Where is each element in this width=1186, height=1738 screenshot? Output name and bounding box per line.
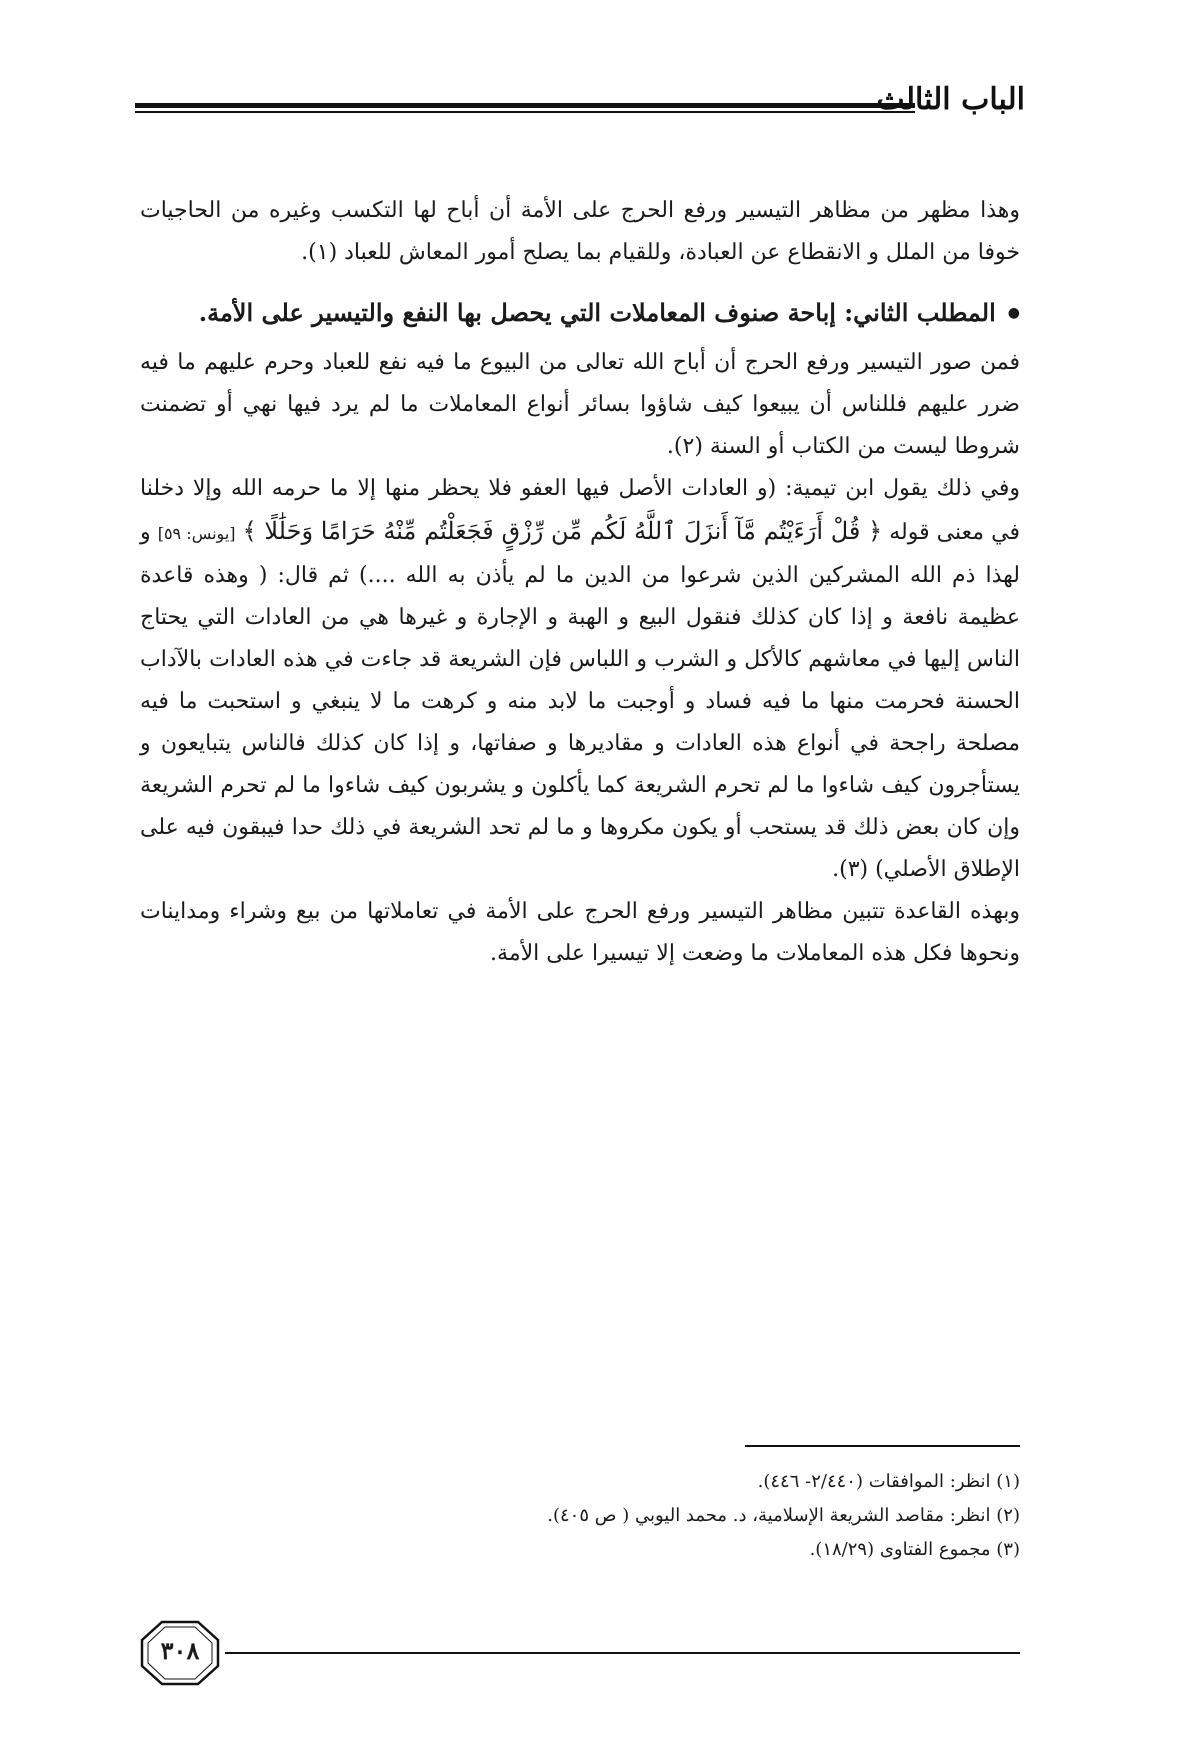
section-heading-text: المطلب الثاني: إباحة صنوف المعاملات التي يحصل بها النفع والتيسير على الأمة. bbox=[198, 298, 996, 327]
footnotes bbox=[140, 1465, 1020, 1567]
sura-reference: [يونس: ٥٩] bbox=[157, 524, 236, 543]
main-text bbox=[140, 190, 1020, 975]
paragraph-1: وهذا مظهر من مظاهر التيسير ورفع الحرج على الأمة أن أباح لها التكسب وغيره من الحاجيات خوفا من الملل و الانقطاع عن العبادة، وللقيام بما يصلح أمور المعاش للعباد (١). bbox=[140, 198, 1020, 265]
page-number: ٣٠٨ bbox=[160, 1636, 200, 1665]
footer-rule bbox=[225, 1652, 1020, 1654]
page-header bbox=[135, 78, 1025, 128]
paragraph-3 bbox=[140, 468, 1020, 891]
paragraph-4: وبهذه القاعدة تتبين مظاهر التيسير ورفع الحرج على الأمة في تعاملاتها من بيع وشراء ومداينات ونحوها فكل هذه المعاملات ما وضعت إلا تيسيرا على الأمة. bbox=[140, 899, 1020, 966]
footnote-separator bbox=[745, 1445, 1020, 1447]
paragraph-3-start: وفي ذلك يقول ابن تيمية: (و العادات الأصل فيها العفو فلا يحظر منها إلا ما حرمه الله وإلا دخلنا في معنى قوله bbox=[140, 476, 1020, 545]
bullet-icon: ● bbox=[1007, 305, 1020, 321]
header-rule-thick bbox=[135, 103, 915, 108]
footnote-2: (٢) انظر: مقاصد الشريعة الإسلامية، د. محمد اليوبي ( ص ٤٠٥). bbox=[547, 1505, 1020, 1526]
paragraph-2: فمن صور التيسير ورفع الحرج أن أباح الله تعالى من البيوع ما فيه نفع للعباد وحرم عليهم ما فيه ضرر عليهم فللناس أن يبيعوا كيف شاؤوا بسائر أنواع المعاملات ما لم يرد فيها نهي أو تضمنت شروطا ليست من الكتاب أو السنة (٢). bbox=[140, 350, 1020, 459]
paragraph-3-end: و لهذا ذم الله المشركين الذين شرعوا من الدين ما لم يأذن به الله ....) ثم قال: ( وهذه قاعدة عظيمة نافعة و إذا كان كذلك فنقول البيع و الهبة و الإجارة و غيرها هي من العادات التي يحتاج الناس إليها في معاشهم كالأكل و الشرب و اللباس فإن الشريعة قد جاءت في هذه العادات بالآداب الحسنة فحرمت منها ما فيه فساد و أوجبت ما لابد منه و كرهت ما لا ينبغي و استحبت ما فيه مصلحة راجحة في أنواع هذه العادات و مقاديرها و صفاتها، و إذا كان كذلك فالناس يتبايعون و يستأجرون كيف شاءوا ما لم تحرم الشريعة كما يأكلون و يشربون كيف شاءوا ما لم تحرم الشريعة وإن كان بعض ذلك قد يستحب أو يكون مكروها و ما لم تحد الشريعة في ذلك حدا فيبقون فيه على الإطلاق الأصلي) (٣). bbox=[140, 520, 1020, 882]
footnote-1: (١) انظر: الموافقات (٢/٤٤٠- ٤٤٦). bbox=[757, 1471, 1020, 1492]
section-heading bbox=[140, 292, 1020, 334]
chapter-title: الباب الثالث bbox=[876, 82, 1025, 117]
quran-verse: ﴿ قُلْ أَرَءَيْتُم مَّآ أَنزَلَ ٱللَّهُ لَكُم مِّن رِّزْقٍ فَجَعَلْتُم مِّنْهُ حَرَامًا وَحَلَٰلًا ﴾ bbox=[242, 517, 883, 545]
footnote-3: (٣) مجموع الفتاوى (١٨/٢٩). bbox=[809, 1539, 1020, 1560]
header-rule-thin bbox=[135, 111, 915, 113]
page-number-badge bbox=[140, 1618, 220, 1688]
